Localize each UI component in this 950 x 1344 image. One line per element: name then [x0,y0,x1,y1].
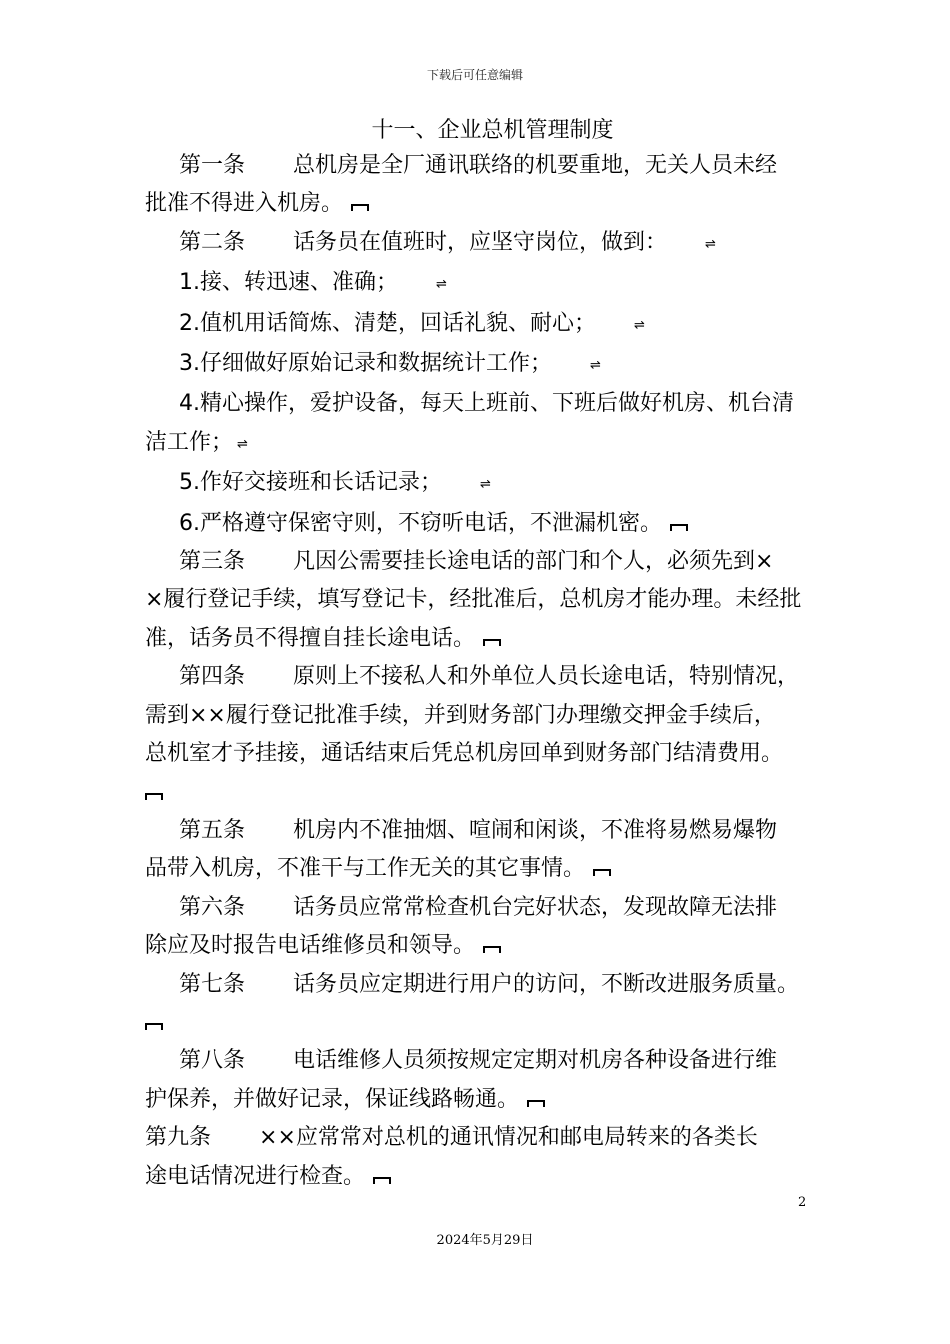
article-label: 第八条 [179,1048,246,1074]
paragraph-mark-icon [483,639,501,646]
article-2-line-1: 第二条 话务员在值班时，应坚守岗位，做到： ⇌ [145,224,820,264]
article-5: 第五条 机房内不准抽烟、喧闹和闲谈，不准将易燃易爆物 品带入机房，不准干与工作无关的其它事情。 [145,817,778,882]
article-3: 第三条 凡因公需要挂长途电话的部门和个人，必须先到× ×履行登记手续，填写登记卡，经批准后，总机房才能办理。未经批 准，话务员不得擅自挂长途电话。 [145,549,802,651]
document-title: 十一、企业总机管理制度 [371,118,614,143]
line-break-mark-icon: ⇌ [480,477,491,493]
footer-date: 2024年5月29日 [436,1233,534,1248]
paragraph-mark-icon [145,1023,163,1030]
article-6: 第六条 话务员应常常检查机台完好状态，发现故障无法排 除应及时报告电话维修员和领导。 [145,894,778,959]
article-2 [145,224,820,264]
article-label: 第一条 [179,153,246,178]
article-label: 第九条 [145,1125,212,1151]
paragraph-mark-icon [670,524,688,531]
paragraph-mark-icon [145,793,163,800]
article-1 [145,147,820,224]
list-item-6: 6.严格遵守保密守则，不窃听电话，不泄漏机密。 [145,505,820,543]
list-item-2: 2.值机用话简炼、清楚，回话礼貌、耐心； ⇌ [145,305,820,345]
article-label: 第五条 [179,817,246,843]
article-4: 第四条 原则上不接私人和外单位人员长途电话，特别情况， 需到××履行登记批准手续，并到财务部门办理缴交押金手续后， 总机室才予挂接，通话结束后凭总机房回单到财务部门结清费用。 [145,658,820,812]
line-break-mark-icon: ⇌ [237,436,248,452]
article-label: 第七条 [179,971,246,997]
paragraph-mark-icon [373,1177,391,1184]
article-1-line-2: 批准不得进入机房。 [145,185,820,223]
article-7: 第七条 话务员应定期进行用户的访问，不断改进服务质量。 [145,966,820,1043]
line-break-mark-icon: ⇌ [634,317,645,333]
list-item-1: 1.接、转迅速、准确； ⇌ [145,264,820,304]
article-label: 第六条 [179,894,246,920]
document-body [145,147,820,1196]
list-item-5: 5.作好交接班和长话记录； ⇌ [145,464,820,504]
paragraph-mark-icon [351,204,369,211]
line-break-mark-icon: ⇌ [436,277,447,293]
article-label: 第二条 [179,229,246,255]
page-number: 2 [798,1195,807,1210]
list-item-3: 3.仔细做好原始记录和数据统计工作； ⇌ [145,345,820,385]
line-break-mark-icon: ⇌ [705,236,716,252]
page-header: 下载后可任意编辑 [426,68,523,82]
paragraph-mark-icon [483,946,501,953]
article-9: 第九条 ××应常常对总机的通讯情况和邮电局转来的各类长 途电话情况进行检查。 [145,1125,758,1189]
article-1-line-1: 第一条 总机房是全厂通讯联络的机要重地，无关人员未经 [179,153,778,178]
paragraph-mark-icon [527,1100,545,1107]
paragraph-mark-icon [593,869,611,876]
article-label: 第三条 [179,549,246,575]
list-item-4: 4.精心操作，爱护设备，每天上班前、下班后做好机房、机台清 洁工作； ⇌ [145,385,820,464]
article-8: 第八条 电话维修人员须按规定定期对机房各种设备进行维 护保养，并做好记录，保证线路畅通。 [145,1048,778,1112]
article-label: 第四条 [179,664,246,690]
line-break-mark-icon: ⇌ [590,358,601,374]
